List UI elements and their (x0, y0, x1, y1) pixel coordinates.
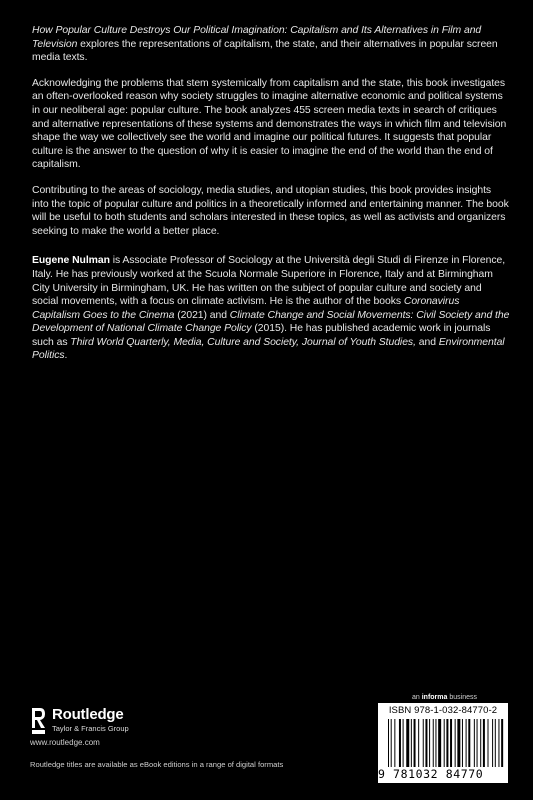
barcode-digits: 9 781032 84770 (378, 767, 484, 781)
book-title: How Popular Culture Destroys Our Political Imagination: Capitalism and Its Alternatives in Film and Television (32, 25, 482, 50)
bio-text-4: and (415, 336, 439, 348)
bio-text-5: . (64, 350, 68, 362)
bio-text-2: (2021) and (174, 309, 230, 321)
publisher-website: www.routledge.com (30, 738, 100, 747)
informa-suffix: business (447, 694, 477, 701)
blurb-paragraph-3: Contributing to the areas of sociology, media studies, and utopian studies, this book provides insights into the topic of popular culture and politics in a theoretically informed and entertaining manner. The book will be useful to both students and scholars interested in these topics, as well as activists and organizers seeking to make the world a better place. (32, 184, 509, 237)
author-bio (32, 254, 510, 363)
bio-book-1: Coronavirus Capitalism Goes to the Cinema (32, 296, 460, 321)
bio-text-3: (2015). He has published academic work in journals such as (32, 323, 491, 348)
back-cover-text (32, 24, 510, 375)
bio-text-1: is Associate Professor of Sociology at the Università degli Studi di Firenze in Florence, Italy. He has previously worked at the Scuola Normale Superiore in Florence, Italy and at Birmingham City University in Birmingham, UK. He has written on the subject of popular culture and society and social movements, with a focus on climate activism. He is the author of the books (32, 255, 506, 308)
informa-prefix: an (412, 694, 422, 701)
informa-brand: informa (421, 694, 448, 701)
routledge-r-icon (30, 706, 46, 736)
isbn-barcode (378, 703, 508, 783)
bio-book-2: Climate Change and Social Movements: Civil Society and the Development of National Climate Change Policy (32, 309, 510, 335)
blurb-paragraph-1 (32, 24, 510, 65)
informa-business-tag (412, 694, 477, 701)
blurb-paragraph-2: Acknowledging the problems that stem systemically from capitalism and the state, this book investigates an often-overlooked reason why society struggles to imagine alternative economic and political systems in our neoliberal age: popular culture. The book analyzes 455 screen media texts in search of critiques and alternative representations of these systems and demonstrates the ways in which film and television shape the way we collectively see the world and imagine our political futures. It suggests that popular culture is the answer to the question of why it is easier to imagine the end of the world than the end of capitalism. (32, 77, 507, 171)
publisher-name: Routledge (52, 706, 124, 723)
routledge-logo (30, 706, 160, 736)
publisher-group: Taylor & Francis Group (52, 724, 129, 733)
bio-journal-2: Environmental Politics (32, 336, 505, 362)
isbn-label: ISBN 978-1-032-84770-2 (388, 705, 498, 716)
bio-journals: Third World Quarterly, Media, Culture and Society, Journal of Youth Studies, (70, 336, 416, 348)
barcode-bars (388, 719, 504, 767)
ebook-note: Routledge titles are available as eBook editions in a range of digital formats (30, 760, 284, 769)
author-name: Eugene Nulman (32, 255, 110, 267)
blurb-p1-text: explores the representations of capitalism, the state, and their alternatives in popular screen media texts. (32, 38, 498, 64)
